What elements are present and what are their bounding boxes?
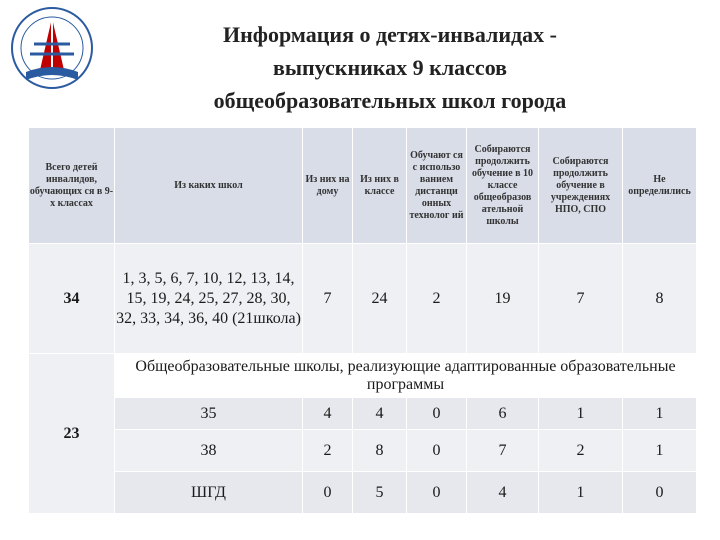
cell-school: 38 xyxy=(115,430,303,472)
cell-schools: 1, 3, 5, 6, 7, 10, 12, 13, 14, 15, 19, 24, 25, 27, 28, 30, 32, 33, 34, 36, 40 (21школа) xyxy=(115,244,303,354)
banner-row xyxy=(29,354,697,398)
table-row xyxy=(29,244,697,354)
cell-grade10: 6 xyxy=(467,398,539,430)
cell-distance: 0 xyxy=(407,398,467,430)
school-emblem-icon xyxy=(4,4,100,96)
header-grade10: Собираются продолжить обучение в 10 классе общеобразов ательной школы xyxy=(467,128,539,244)
cell-school: ШГД xyxy=(115,472,303,514)
cell-school: 35 xyxy=(115,398,303,430)
cell-class: 4 xyxy=(353,398,407,430)
header-row xyxy=(29,128,697,244)
cell-total: 34 xyxy=(29,244,115,354)
cell-npo: 7 xyxy=(539,244,623,354)
cell-home: 0 xyxy=(303,472,353,514)
cell-undecided: 1 xyxy=(623,398,697,430)
cell-npo: 1 xyxy=(539,472,623,514)
cell-grade10: 4 xyxy=(467,472,539,514)
cell-undecided: 8 xyxy=(623,244,697,354)
table-row xyxy=(29,430,697,472)
statistics-table xyxy=(28,127,697,514)
title-line-1: Информация о детях-инвалидах - xyxy=(222,22,558,47)
cell-undecided: 1 xyxy=(623,430,697,472)
table-row xyxy=(29,472,697,514)
cell-grade10: 7 xyxy=(467,430,539,472)
cell-distance: 0 xyxy=(407,472,467,514)
cell-distance: 2 xyxy=(407,244,467,354)
header-undecided: Не определились xyxy=(623,128,697,244)
title-line-2: выпускниках 9 классов xyxy=(272,55,508,80)
header-total: Всего детей инвалидов, обучающих ся в 9-х классах xyxy=(29,128,115,244)
cell-home: 2 xyxy=(303,430,353,472)
table-row xyxy=(29,398,697,430)
cell-class: 5 xyxy=(353,472,407,514)
cell-class: 24 xyxy=(353,244,407,354)
header-home: Из них на дому xyxy=(303,128,353,244)
page-title xyxy=(130,18,650,117)
header-schools: Из каких школ xyxy=(115,128,303,244)
title-line-3: общеобразовательных школ города xyxy=(213,88,567,113)
cell-class: 8 xyxy=(353,430,407,472)
cell-undecided: 0 xyxy=(623,472,697,514)
adapted-programs-banner: Общеобразовательные школы, реализующие адаптированные образовательные программы xyxy=(115,354,697,398)
header-class: Из них в классе xyxy=(353,128,407,244)
header-distance: Обучают ся с использо ванием дистанци онных технолог ий xyxy=(407,128,467,244)
header-npo: Собираются продолжить обучение в учреждениях НПО, СПО xyxy=(539,128,623,244)
cell-npo: 2 xyxy=(539,430,623,472)
cell-npo: 1 xyxy=(539,398,623,430)
cell-home: 4 xyxy=(303,398,353,430)
group-total: 23 xyxy=(29,354,115,514)
cell-distance: 0 xyxy=(407,430,467,472)
cell-home: 7 xyxy=(303,244,353,354)
cell-grade10: 19 xyxy=(467,244,539,354)
